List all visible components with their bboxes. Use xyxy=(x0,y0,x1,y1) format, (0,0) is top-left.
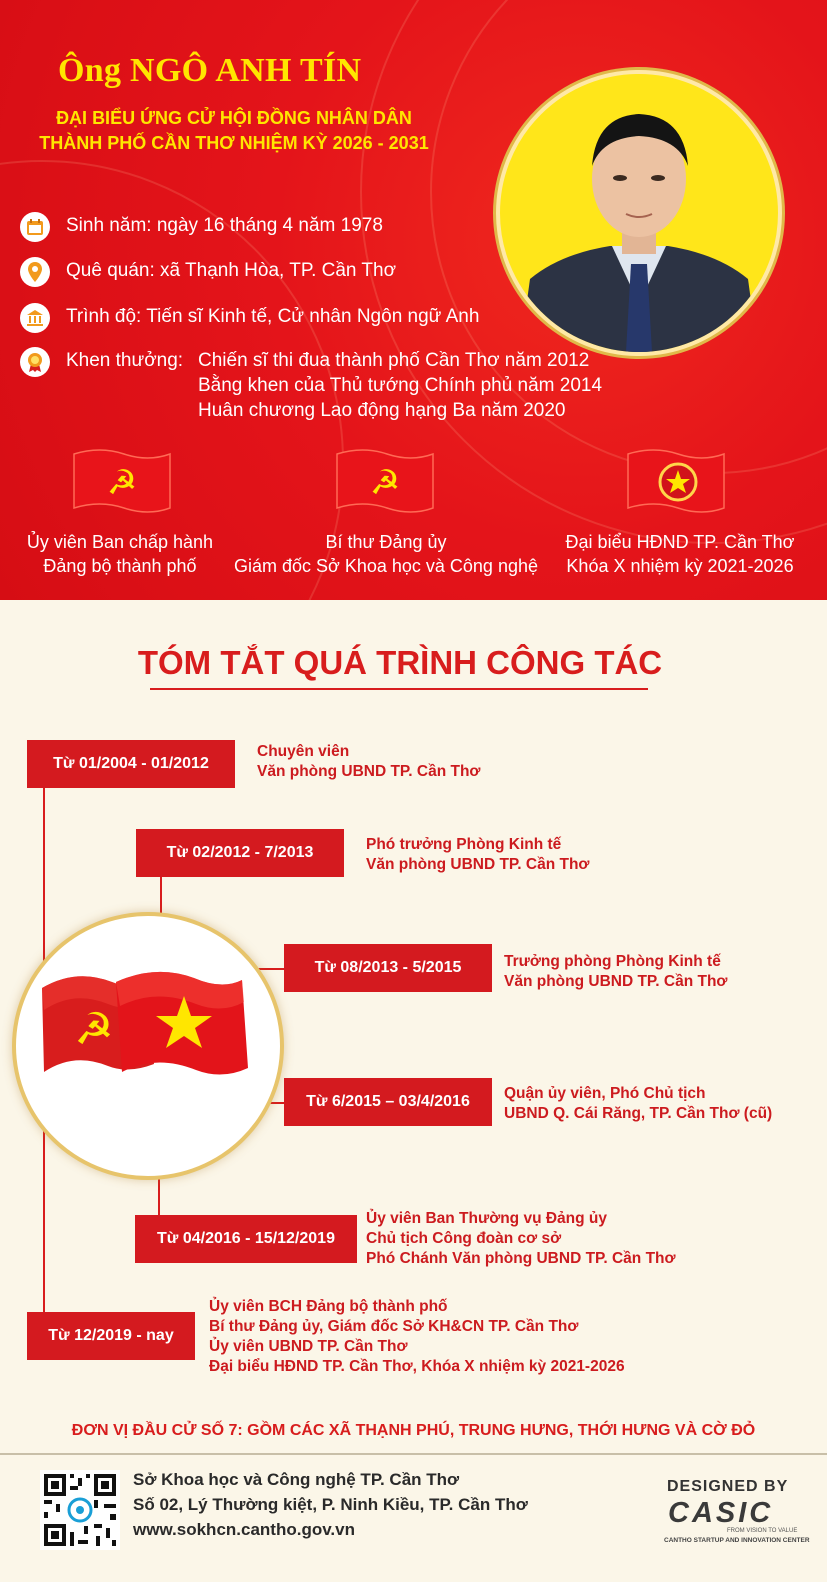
education-text: Trình độ: Tiến sĩ Kinh tế, Cử nhân Ngôn ngữ Anh xyxy=(66,306,480,327)
timeline-date-2: Từ 02/2012 - 7/2013 xyxy=(136,829,344,877)
hometown-text: Quê quán: xã Thạnh Hòa, TP. Cần Thơ xyxy=(66,260,397,281)
entry-line: Quận ủy viên, Phó Chủ tịch xyxy=(504,1085,706,1102)
award-item: Huân chương Lao động hạng Ba năm 2020 xyxy=(198,400,566,421)
entry-line: Văn phòng UBND TP. Cần Thơ xyxy=(366,856,590,873)
role-3-line-2: Khóa X nhiệm kỳ 2021-2026 xyxy=(566,556,794,576)
timeline-entry-3 xyxy=(504,952,727,992)
role-1 xyxy=(10,530,230,578)
footer-org: Sở Khoa học và Công nghệ TP. Cần Thơ xyxy=(133,1470,460,1489)
qr-code-icon xyxy=(40,1470,120,1550)
svg-text:☭: ☭ xyxy=(369,463,401,503)
location-pin-icon xyxy=(20,257,50,287)
role-2-line-2: Giám đốc Sở Khoa học và Công nghệ xyxy=(234,556,538,576)
museum-icon xyxy=(20,303,50,333)
casic-tagline: FROM VISION TO VALUE xyxy=(727,1528,798,1534)
designed-by-label: DESIGNED BY xyxy=(667,1478,789,1495)
birth-text: Sinh năm: ngày 16 tháng 4 năm 1978 xyxy=(66,215,383,236)
entry-line: Chủ tịch Công đoàn cơ sở xyxy=(366,1230,562,1247)
party-flag-icon xyxy=(72,448,172,518)
profile-header xyxy=(0,0,827,600)
footer-divider xyxy=(0,1453,827,1455)
awards-label: Khen thưởng: xyxy=(66,350,184,371)
timeline-date-1: Từ 01/2004 - 01/2012 xyxy=(27,740,235,788)
role-2-line-1: Bí thư Đảng ủy xyxy=(325,532,447,552)
footer-address: Số 02, Lý Thường kiệt, P. Ninh Kiều, TP. Cần Thơ xyxy=(133,1495,528,1514)
entry-line: Trưởng phòng Phòng Kinh tế xyxy=(504,953,721,970)
role-1-line-2: Đảng bộ thành phố xyxy=(43,556,197,576)
svg-text:☭: ☭ xyxy=(74,1004,114,1055)
entry-line: Ủy viên BCH Đảng bộ thành phố xyxy=(209,1298,448,1315)
casic-subtitle: CANTHO STARTUP AND INNOVATION CENTER xyxy=(664,1537,810,1544)
subtitle-line-2: THÀNH PHỐ CẦN THƠ NHIỆM KỲ 2026 - 2031 xyxy=(39,133,429,153)
section-title: TÓM TẮT QUÁ TRÌNH CÔNG TÁC xyxy=(137,644,663,681)
role-3-line-1: Đại biểu HĐND TP. Cần Thơ xyxy=(565,532,795,552)
timeline-entry-2 xyxy=(366,835,589,875)
entry-line: UBND Q. Cái Răng, TP. Cần Thơ (cũ) xyxy=(504,1105,773,1122)
timeline-entry-1 xyxy=(257,742,480,782)
entry-line: Ủy viên UBND TP. Cần Thơ xyxy=(209,1338,408,1355)
timeline-entry-4 xyxy=(504,1084,772,1124)
timeline-date-6: Từ 12/2019 - nay xyxy=(27,1312,195,1360)
medal-icon xyxy=(20,347,50,377)
flags-emblem xyxy=(12,912,284,1180)
subtitle-line-1: ĐẠI BIỂU ỨNG CỬ HỘI ĐỒNG NHÂN DÂN xyxy=(56,108,412,128)
party-flag-icon xyxy=(335,448,435,518)
footer-website[interactable]: www.sokhcn.cantho.gov.vn xyxy=(133,1520,355,1539)
casic-logo: CASIC xyxy=(668,1497,774,1529)
timeline-entry-5 xyxy=(366,1209,676,1269)
candidate-portrait xyxy=(496,70,782,356)
national-emblem-flag-icon xyxy=(626,448,726,518)
entry-line: Đại biểu HĐND TP. Cần Thơ, Khóa X nhiệm kỳ 2021-2026 xyxy=(209,1358,625,1375)
timeline-date-3: Từ 08/2013 - 5/2015 xyxy=(284,944,492,992)
award-item: Bằng khen của Thủ tướng Chính phủ năm 2014 xyxy=(198,375,603,396)
role-1-line-1: Ủy viên Ban chấp hành xyxy=(26,532,214,552)
entry-line: Văn phòng UBND TP. Cần Thơ xyxy=(504,973,728,990)
award-item: Chiến sĩ thi đua thành phố Cần Thơ năm 2012 xyxy=(198,350,590,371)
timeline-entry-6 xyxy=(209,1297,625,1377)
candidate-name: Ông NGÔ ANH TÍN xyxy=(58,52,362,89)
title-underline xyxy=(150,688,648,690)
timeline-date-5: Từ 04/2016 - 15/12/2019 xyxy=(135,1215,357,1263)
entry-line: Văn phòng UBND TP. Cần Thơ xyxy=(257,763,481,780)
entry-line: Phó Chánh Văn phòng UBND TP. Cần Thơ xyxy=(366,1250,676,1267)
calendar-icon xyxy=(20,212,50,242)
role-3 xyxy=(553,530,807,578)
svg-text:☭: ☭ xyxy=(106,463,138,503)
entry-line: Phó trưởng Phòng Kinh tế xyxy=(366,836,562,853)
timeline-date-4: Từ 6/2015 – 03/4/2016 xyxy=(284,1078,492,1126)
entry-line: Bí thư Đảng ủy, Giám đốc Sở KH&CN TP. Cần Thơ xyxy=(209,1318,579,1335)
entry-line: Ủy viên Ban Thường vụ Đảng ủy xyxy=(366,1210,607,1227)
role-2 xyxy=(222,530,550,578)
constituency-banner: ĐƠN VỊ ĐẦU CỬ SỐ 7: GỒM CÁC XÃ THẠNH PHÚ, TRUNG HƯNG, THỚI HƯNG VÀ CỜ ĐỎ xyxy=(71,1422,756,1439)
entry-line: Chuyên viên xyxy=(257,743,350,760)
